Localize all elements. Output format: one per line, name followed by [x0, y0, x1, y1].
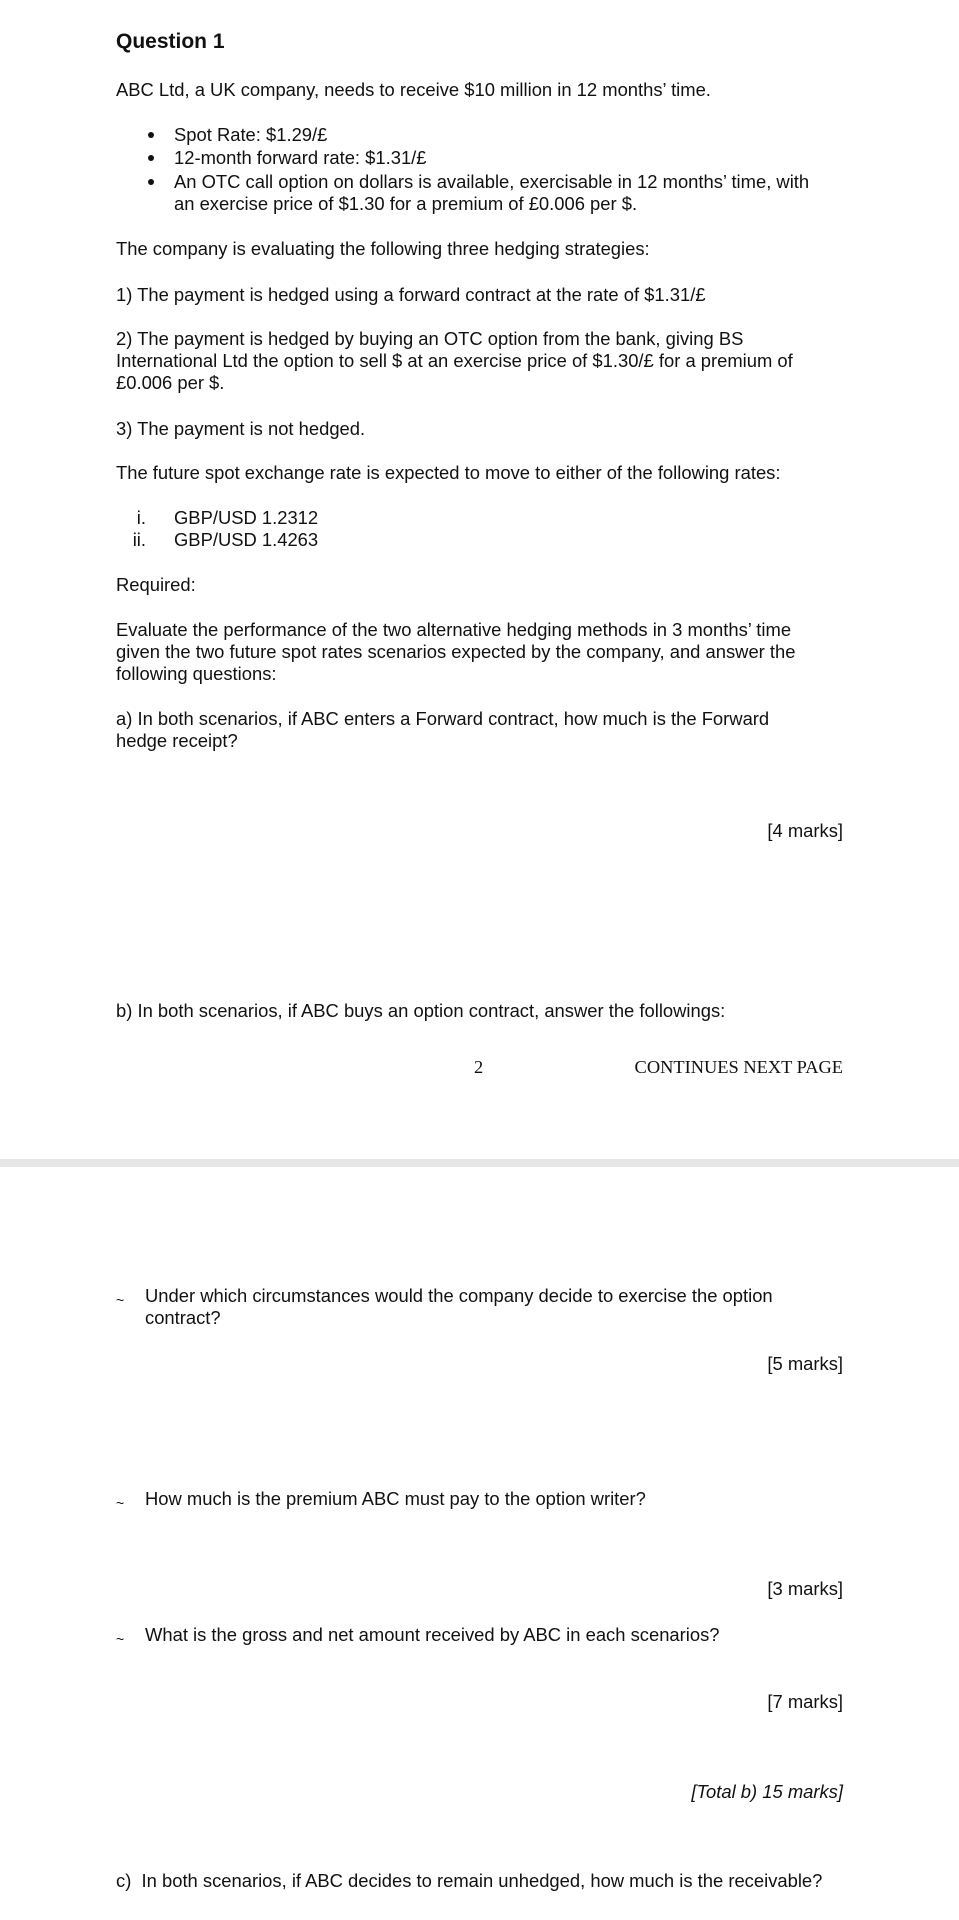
- tilde-bullet-icon: ~: [116, 1292, 125, 1308]
- strategies-intro: The company is evaluating the following three hedging strategies:: [116, 238, 650, 259]
- part-a-line1: a) In both scenarios, if ABC enters a Forward contract, how much is the Forward: [116, 708, 770, 729]
- evaluate-line2: given the two future spot rates scenarios expected by the company, and answer the: [116, 641, 796, 662]
- evaluate-line1: Evaluate the performance of the two alternative hedging methods in 3 months’ time: [116, 619, 792, 640]
- strategy-3: 3) The payment is not hedged.: [116, 418, 366, 439]
- tilde-bullet-icon: ~: [116, 1631, 125, 1647]
- bullet-icon: [148, 132, 154, 138]
- bullet-otc-option-line2: an exercise price of $1.30 for a premium of £0.006 per $.: [174, 193, 638, 214]
- part-c-question: c) In both scenarios, if ABC decides to remain unhedged, how much is the receivable?: [116, 1870, 823, 1891]
- page-divider: [0, 1159, 959, 1167]
- tilde-bullet-icon: ~: [116, 1495, 125, 1511]
- continues-next-page: CONTINUES NEXT PAGE: [634, 1057, 843, 1077]
- bullet-icon: [148, 155, 154, 161]
- rate-scenario-2: GBP/USD 1.4263: [174, 529, 319, 550]
- bullet-spot-rate: Spot Rate: $1.29/£: [174, 124, 328, 145]
- part-a-marks: [4 marks]: [767, 820, 843, 841]
- sub-question-1-marks: [5 marks]: [767, 1353, 843, 1374]
- sub-question-2: How much is the premium ABC must pay to the option writer?: [145, 1488, 646, 1509]
- sub-question-3-marks: [7 marks]: [767, 1691, 843, 1712]
- part-a-line2: hedge receipt?: [116, 730, 238, 751]
- total-b-marks: [Total b) 15 marks]: [691, 1781, 843, 1802]
- strategy-2-line1: 2) The payment is hedged by buying an OTC option from the bank, giving BS: [116, 328, 744, 349]
- page-number: 2: [474, 1057, 484, 1077]
- part-b-intro: b) In both scenarios, if ABC buys an option contract, answer the followings:: [116, 1000, 726, 1021]
- sub-question-2-marks: [3 marks]: [767, 1578, 843, 1599]
- rate-numeral: ii.: [132, 529, 146, 550]
- intro-text: ABC Ltd, a UK company, needs to receive $10 million in 12 months’ time.: [116, 79, 711, 100]
- rate-numeral: i.: [136, 507, 146, 528]
- strategy-1: 1) The payment is hedged using a forward contract at the rate of $1.31/£: [116, 284, 706, 305]
- bullet-otc-option-line1: An OTC call option on dollars is available, exercisable in 12 months’ time, with: [174, 171, 810, 192]
- evaluate-line3: following questions:: [116, 663, 277, 684]
- sub-question-1-line2: contract?: [145, 1307, 221, 1328]
- bullet-icon: [148, 179, 154, 185]
- sub-question-3: What is the gross and net amount received by ABC in each scenarios?: [145, 1624, 720, 1645]
- question-title: Question 1: [116, 30, 225, 53]
- future-rates-intro: The future spot exchange rate is expected to move to either of the following rates:: [116, 462, 781, 483]
- strategy-2-line2: International Ltd the option to sell $ at an exercise price of $1.30/£ for a premium of: [116, 350, 793, 371]
- required-label: Required:: [116, 574, 196, 595]
- strategy-2-line3: £0.006 per $.: [116, 372, 225, 393]
- sub-question-1-line1: Under which circumstances would the company decide to exercise the option: [145, 1285, 773, 1306]
- rate-scenario-1: GBP/USD 1.2312: [174, 507, 319, 528]
- bullet-forward-rate: 12-month forward rate: $1.31/£: [174, 147, 427, 168]
